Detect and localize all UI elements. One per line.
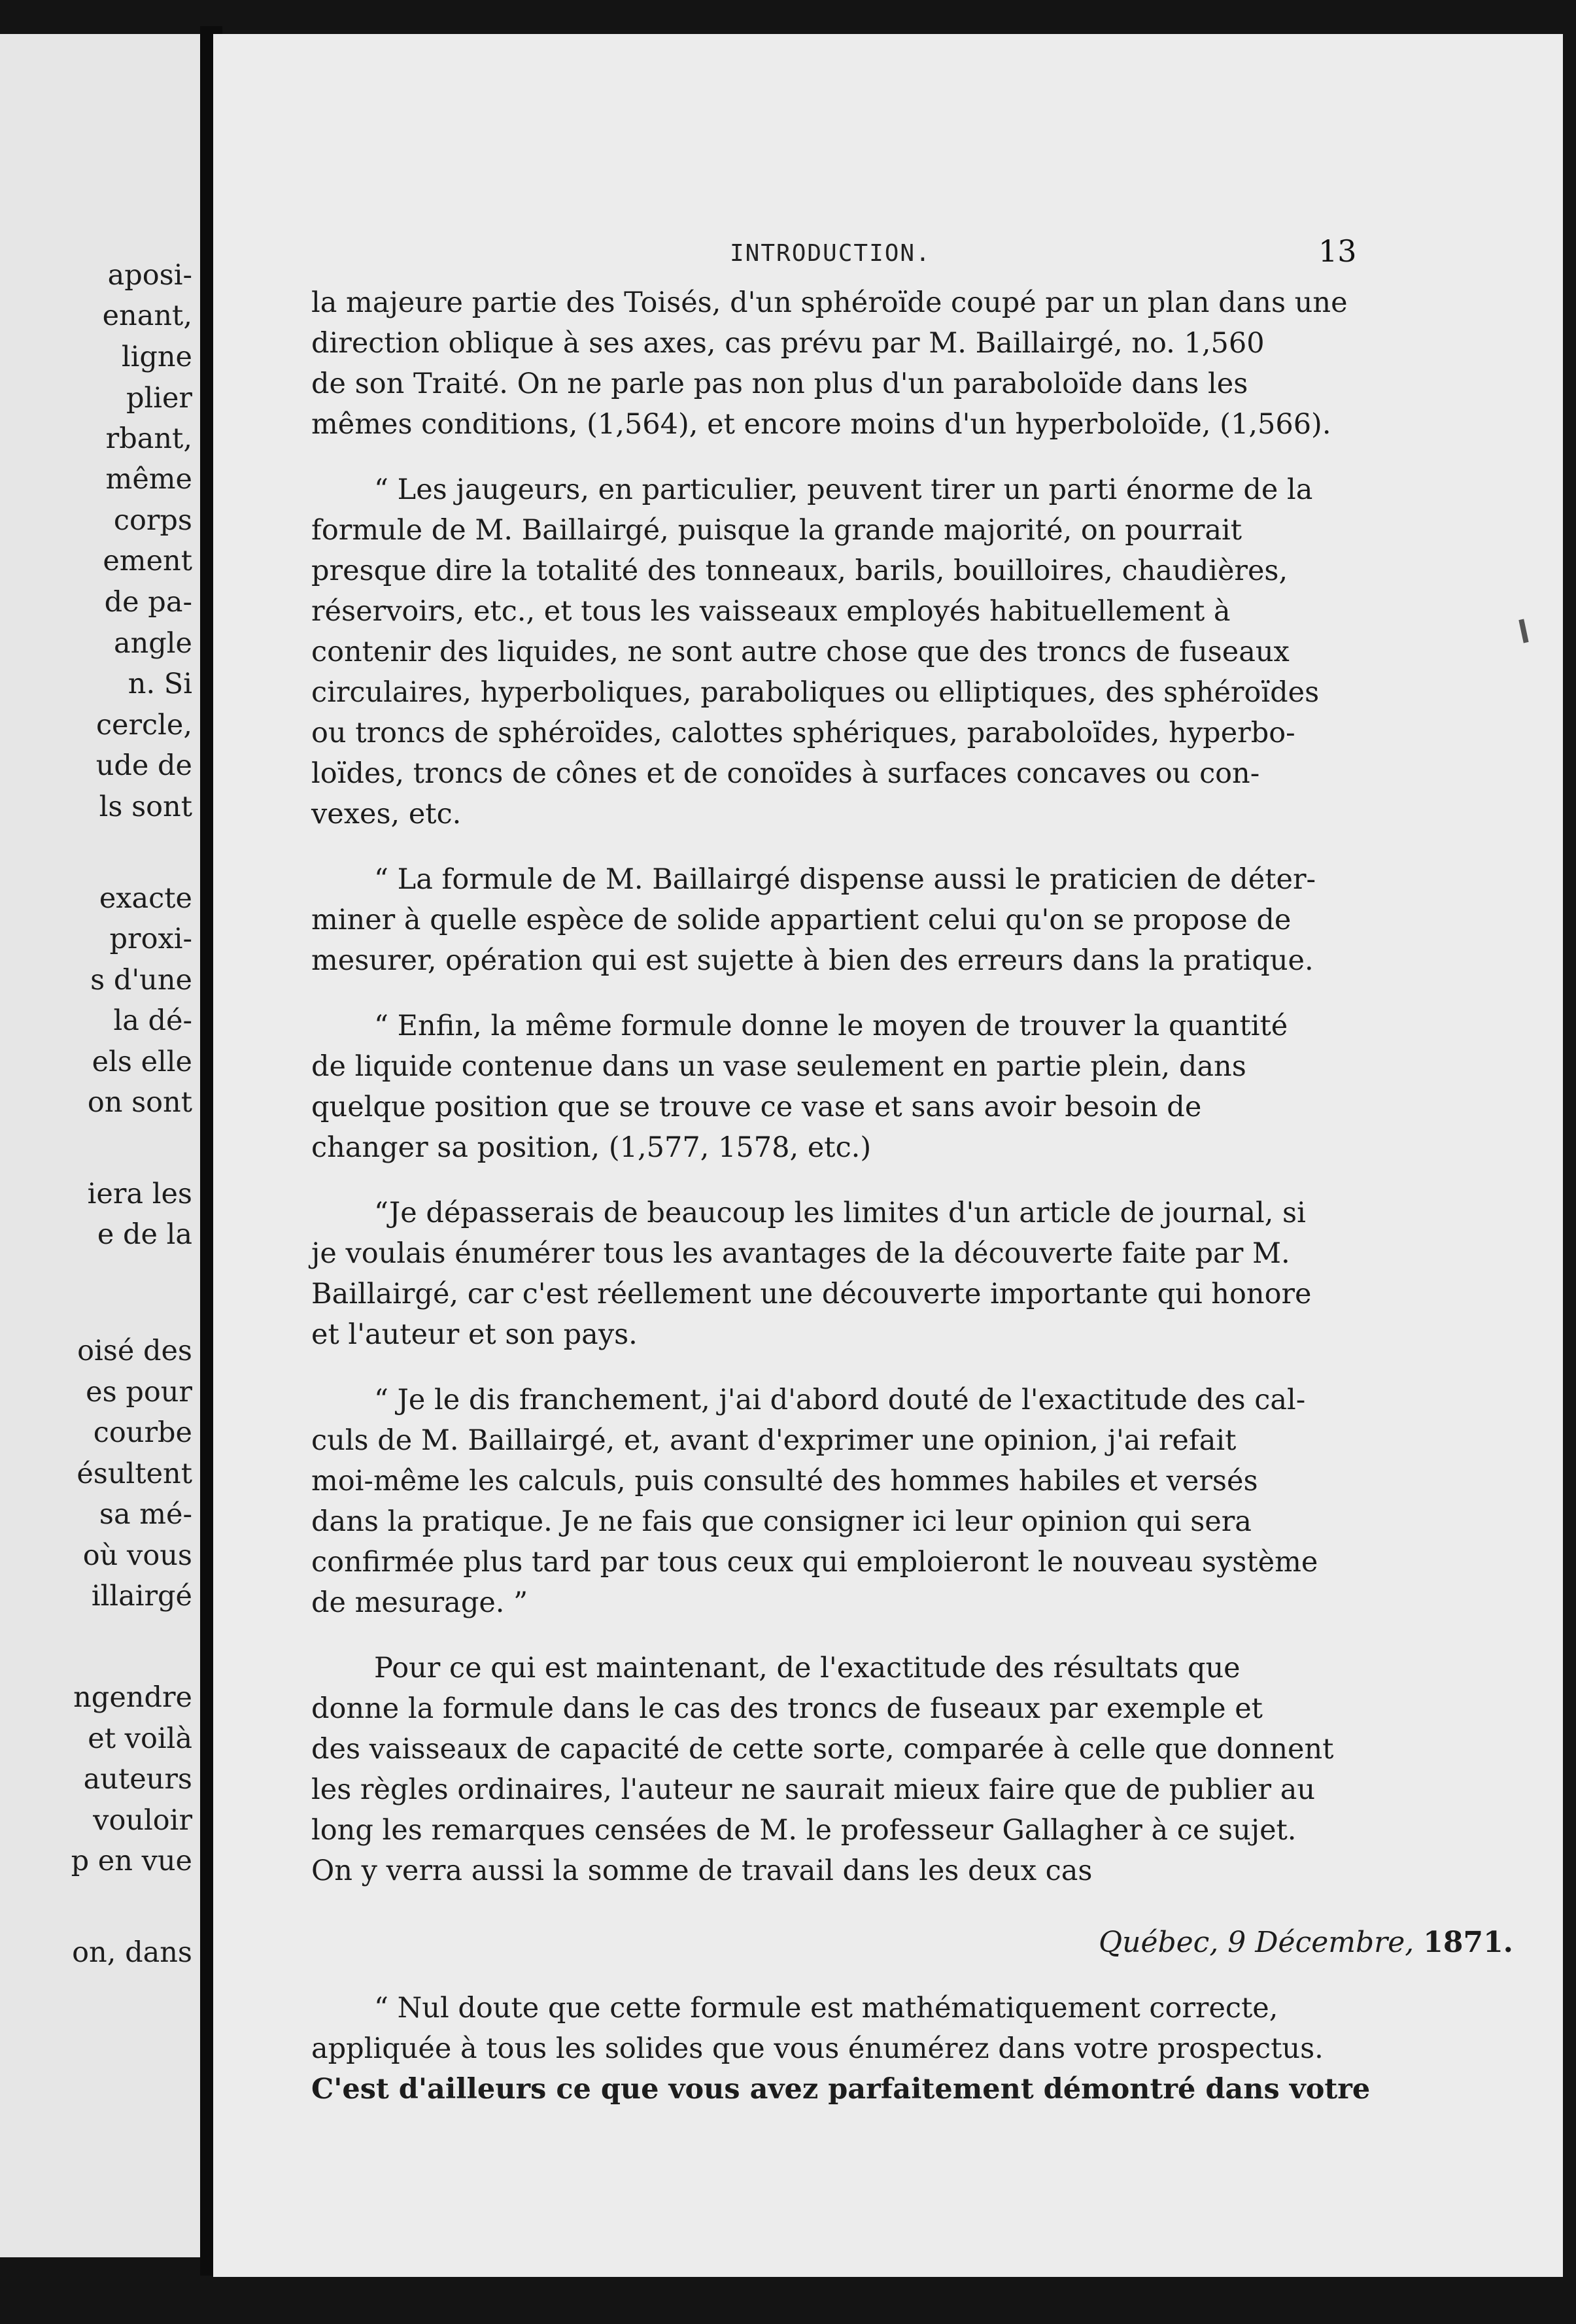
text-line: “ Les jaugeurs, en particulier, peuvent tirer un parti énorme de la xyxy=(374,473,1313,506)
text-line: mesurer, opération qui est sujette à bien des erreurs dans la pratique. xyxy=(311,944,1314,977)
text-line: de mesurage. ” xyxy=(311,1586,528,1619)
text-line: C'est d'ailleurs ce que vous avez parfaitement démontré dans votre xyxy=(311,2073,1371,2106)
left-page-line: n. Si xyxy=(128,668,192,700)
dateline-year: 1871. xyxy=(1423,1926,1513,1959)
text-line: “ Nul doute que cette formule est mathématiquement correcte, xyxy=(374,1992,1278,2025)
text-line: les règles ordinaires, l'auteur ne saurait mieux faire que de publier au xyxy=(311,1773,1316,1806)
left-page-line: proxi- xyxy=(109,923,192,955)
text-line: réservoirs, etc., et tous les vaisseaux employés habituellement à xyxy=(311,595,1231,628)
left-page-line: auteurs xyxy=(83,1763,192,1796)
left-page-line: ngendre xyxy=(73,1681,192,1714)
left-page-line: ésultent xyxy=(77,1458,192,1490)
left-page-line: et voilà xyxy=(88,1722,192,1755)
left-page-line: ls sont xyxy=(99,791,192,823)
paragraph xyxy=(311,1193,1560,1355)
text-line: formule de M. Baillairgé, puisque la grande majorité, on pourrait xyxy=(311,514,1242,547)
text-line: et l'auteur et son pays. xyxy=(311,1318,638,1351)
left-page-line: p en vue xyxy=(71,1845,192,1877)
text-line: vexes, etc. xyxy=(311,798,462,830)
left-page-line: aposi- xyxy=(107,259,192,292)
left-page-line: ligne xyxy=(121,341,192,373)
left-page-line: courbe xyxy=(93,1416,192,1449)
final-paragraph xyxy=(311,1988,1560,2110)
running-title: INTRODUCTION. xyxy=(730,240,931,267)
text-line: culs de M. Baillairgé, et, avant d'exprimer une opinion, j'ai refait xyxy=(311,1424,1237,1457)
text-line: mêmes conditions, (1,564), et encore moins d'un hyperboloïde, (1,566). xyxy=(311,408,1331,441)
text-line: Pour ce qui est maintenant, de l'exactitude des résultats que xyxy=(374,1652,1241,1684)
left-page-line: iera les xyxy=(87,1178,192,1210)
text-line: contenir des liquides, ne sont autre chose que des troncs de fuseaux xyxy=(311,636,1290,668)
page-number: 13 xyxy=(1318,233,1357,269)
left-page-line: cercle, xyxy=(95,709,192,742)
left-page-fragment xyxy=(0,34,200,2257)
text-line: circulaires, hyperboliques, paraboliques ou elliptiques, des sphéroïdes xyxy=(311,676,1320,709)
text-line: la majeure partie des Toisés, d'un sphéroïde coupé par un plan dans une xyxy=(311,286,1348,319)
left-page-line: même xyxy=(105,463,192,496)
left-page-line: illairgé xyxy=(91,1580,192,1613)
body-text xyxy=(311,282,1560,2110)
text-line: direction oblique à ses axes, cas prévu par M. Baillairgé, no. 1,560 xyxy=(311,327,1265,360)
left-page-line: ude de xyxy=(95,749,192,782)
text-line: loïdes, troncs de cônes et de conoïdes à surfaces concaves ou con- xyxy=(311,757,1260,790)
left-page-line: vouloir xyxy=(93,1804,192,1837)
dateline xyxy=(311,1922,1560,1963)
left-page-line: oisé des xyxy=(77,1335,192,1367)
left-page-line: la dé- xyxy=(113,1004,192,1037)
left-page-line: es pour xyxy=(86,1376,192,1409)
left-page-line: exacte xyxy=(99,882,192,915)
left-page-line: on, dans xyxy=(72,1936,192,1969)
text-line: donne la formule dans le cas des troncs de fuseaux par exemple et xyxy=(311,1692,1263,1725)
right-page xyxy=(213,34,1563,2277)
paragraph xyxy=(311,470,1560,834)
text-line: quelque position que se trouve ce vase et sans avoir besoin de xyxy=(311,1091,1202,1123)
text-line: “ Je le dis franchement, j'ai d'abord douté de l'exactitude des cal- xyxy=(374,1384,1306,1416)
left-page-line: corps xyxy=(113,504,192,537)
left-page-line: s d'une xyxy=(90,964,192,997)
text-line: “ Enfin, la même formule donne le moyen de trouver la quantité xyxy=(374,1010,1288,1042)
left-page-line: enant, xyxy=(102,299,192,332)
running-head xyxy=(213,233,1563,273)
text-line: de son Traité. On ne parle pas non plus d'un paraboloïde dans les xyxy=(311,367,1248,400)
text-line: “Je dépasserais de beaucoup les limites d'un article de journal, si xyxy=(374,1197,1306,1229)
left-page-line: els elle xyxy=(92,1046,192,1078)
paragraph xyxy=(311,1648,1560,1891)
text-line: “ La formule de M. Baillairgé dispense aussi le praticien de déter- xyxy=(374,863,1316,896)
text-line: presque dire la totalité des tonneaux, barils, bouilloires, chaudières, xyxy=(311,555,1288,587)
text-line: changer sa position, (1,577, 1578, etc.) xyxy=(311,1131,872,1164)
left-page-line: e de la xyxy=(97,1218,192,1251)
text-line: des vaisseaux de capacité de cette sorte, comparée à celle que donnent xyxy=(311,1733,1334,1766)
paragraph xyxy=(311,282,1560,445)
text-line: long les remarques censées de M. le professeur Gallagher à ce sujet. xyxy=(311,1814,1297,1847)
left-page-line: de pa- xyxy=(104,586,192,619)
paragraph xyxy=(311,1380,1560,1623)
text-line: dans la pratique. Je ne fais que consigner ici leur opinion qui sera xyxy=(311,1505,1252,1538)
text-line: de liquide contenue dans un vase seulement en partie plein, dans xyxy=(311,1050,1246,1083)
paragraph xyxy=(311,859,1560,981)
text-line: Baillairgé, car c'est réellement une découverte importante qui honore xyxy=(311,1278,1312,1310)
text-line: On y verra aussi la somme de travail dans les deux cas xyxy=(311,1854,1093,1887)
left-page-line: on sont xyxy=(87,1086,192,1119)
paragraph xyxy=(311,1006,1560,1168)
text-line: confirmée plus tard par tous ceux qui emploieront le nouveau système xyxy=(311,1546,1318,1579)
text-line: miner à quelle espèce de solide appartient celui qu'on se propose de xyxy=(311,904,1292,936)
left-page-line: où vous xyxy=(82,1539,192,1572)
left-page-line: plier xyxy=(126,382,192,415)
left-page-line: angle xyxy=(113,627,192,660)
text-line: moi-même les calculs, puis consulté des hommes habiles et versés xyxy=(311,1465,1258,1497)
dateline-place-date: Québec, 9 Décembre, xyxy=(1099,1926,1424,1959)
text-line: appliquée à tous les solides que vous énumérez dans votre prospectus. xyxy=(311,2032,1324,2065)
left-page-line: sa mé- xyxy=(99,1498,192,1531)
text-line: je voulais énumérer tous les avantages de la découverte faite par M. xyxy=(311,1237,1290,1270)
text-line: ou troncs de sphéroïdes, calottes sphériques, paraboloïdes, hyperbo- xyxy=(311,717,1295,749)
left-page-line: rbant, xyxy=(105,422,192,455)
left-page-line: ement xyxy=(103,545,192,577)
